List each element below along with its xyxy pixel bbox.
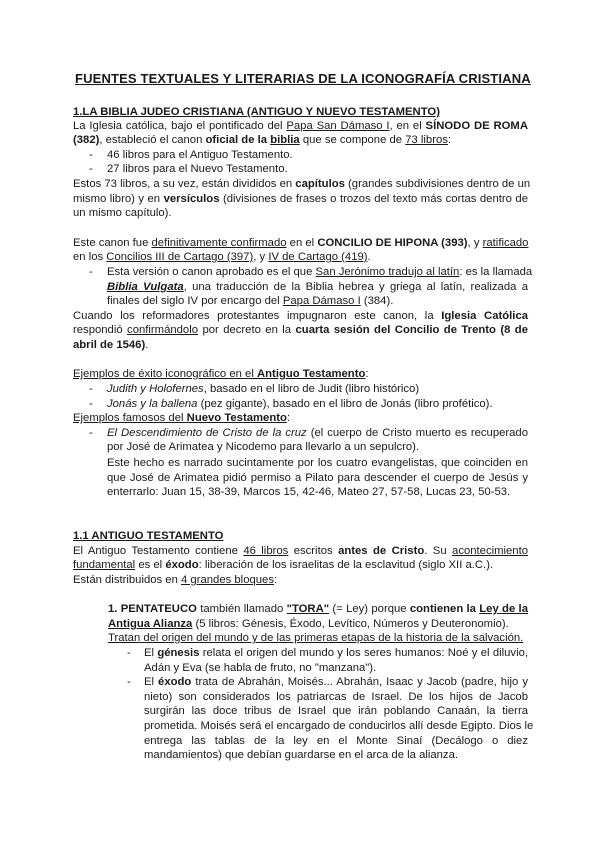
list-dash: - xyxy=(89,398,93,410)
list-item: Jonás y la ballena (pez gigante), basado en el libro de Jonás (libro profético). xyxy=(107,398,493,410)
paragraph-trento-line3: abril de 1546). xyxy=(73,339,149,351)
ejemplos-nt-heading: Ejemplos famosos del Nuevo Testamento: xyxy=(73,412,291,424)
ejemplos-at-heading: Ejemplos de éxito iconográfico en el Antiguo Testamento: xyxy=(73,368,369,380)
paragraph-canon-line1: La Iglesia católica, bajo el pontificado del Papa San Dámaso I, en el SÍNODO DE ROMA xyxy=(73,120,528,132)
paragraph-hipona-line1: Este canon fue definitivamente confirmado en el CONCILIO DE HIPONA (393), y ratificado xyxy=(73,237,529,249)
list-dash: - xyxy=(89,383,93,395)
list-dash: - xyxy=(127,676,131,688)
exodo-line4: prometida. Moisés será el encargado de conducirlos allí desde Egipto. Dios le xyxy=(144,720,534,732)
pentateuco-line1: 1. PENTATEUCO también llamado "TORA" (= Ley) porque contienen la Ley de la xyxy=(108,603,528,615)
pentateuco-line2: Antigua Alianza (5 libros: Génesis, Éxodo, Levítico, Números y Deuteronomio). xyxy=(108,618,509,630)
list-dash: - xyxy=(89,266,93,278)
vulgata-line3: finales del siglo IV por encargo del Papa Dámaso I (384). xyxy=(107,295,394,307)
paragraph-hipona-line2: en los Concilios III de Cartago (397), y IV de Cartago (419). xyxy=(73,251,371,263)
paragraph-divisiones-line2: mismo libro) y en versículos (divisiones de frases o trozos del texto más cortas dentro de xyxy=(73,193,528,205)
paragraph-at-line2: fundamental es el éxodo: liberación de los israelitas de la esclavitud (siglo XII a.C.). xyxy=(73,559,494,571)
section-heading-antiguo-testamento: 1.1 ANTIGUO TESTAMENTO xyxy=(73,530,224,542)
pentateuco-line3: Tratan del origen del mundo y de las primeras etapas de la historia de la salvación. xyxy=(108,632,524,644)
list-dash: - xyxy=(89,149,93,161)
list-dash: - xyxy=(89,163,93,175)
exodo-line6: mandamientos) que debían guardarse en el arca de la alianza. xyxy=(144,749,459,761)
list-dash: - xyxy=(89,427,93,439)
list-item: 27 libros para el Nuevo Testamento. xyxy=(107,163,288,175)
genesis-line1: El génesis relata el origen del mundo y los seres humanos: Noé y el diluvio, xyxy=(144,647,528,659)
descendimiento-line2: por José de Arimatea y Nicodemo para llevarlo a un sepulcro). xyxy=(107,441,420,453)
paragraph-canon-line2: (382), estableció el canon oficial de la biblia que se compone de 73 libros: xyxy=(73,134,452,146)
paragraph-divisiones-line3: un mismo capítulo). xyxy=(73,207,172,219)
exodo-line5: entrega las tablas de la ley en el Monte Sinaí (Decálogo o diez xyxy=(144,735,528,747)
descendimiento-line4: que José de Arimatea pidió permiso a Pilato para descender el cuerpo de Jesús y xyxy=(107,472,528,484)
exodo-line3: surgirán las doce tribus de Israel que irán poblando Canaán, la tierra xyxy=(144,705,528,717)
paragraph-trento-line2: respondió confirmándolo por decreto en la cuarta sesión del Concilio de Trento (8 de xyxy=(73,324,528,336)
vulgata-line2: Biblia Vulgata, una traducción de la Biblia hebrea y griega al latín, realizada a xyxy=(107,281,528,293)
genesis-line2: Adán y Eva (se habla de fruto, no "manzana"). xyxy=(144,662,377,674)
paragraph-trento-line1: Cuando los reformadores protestantes impugnaron este canon, la Iglesia Católica xyxy=(73,310,529,322)
paragraph-at-line1: El Antiguo Testamento contiene 46 libros escritos antes de Cristo. Su acontecimiento xyxy=(73,545,529,557)
descendimiento-line1: El Descendimiento de Cristo de la cruz (el cuerpo de Cristo muerto es recuperado xyxy=(107,427,528,439)
descendimiento-line3: Este hecho es narrado sucintamente por los cuatro evangelistas, que coinciden en xyxy=(107,457,528,469)
exodo-line2: nieto) son considerados los patriarcas de Israel. De los hijos de Jacob xyxy=(144,691,528,703)
paragraph-at-line3: Están distribuidos en 4 grandes bloques: xyxy=(73,574,278,586)
section-heading-biblia: 1.LA BIBLIA JUDEO CRISTIANA (ANTIGUO Y NUEVO TESTAMENTO) xyxy=(73,106,440,118)
descendimiento-line5: enterrarlo: Juan 15, 38-39, Marcos 15, 42-46, Mateo 27, 57-58, Lucas 23, 50-53. xyxy=(107,486,511,498)
exodo-line1: El éxodo trata de Abrahán, Moisés... Abrahán, Isaac y Jacob (padre, hijo y xyxy=(144,676,528,688)
list-item: 46 libros para el Antiguo Testamento. xyxy=(107,149,293,161)
paragraph-divisiones-line1: Estos 73 libros, a su vez, están divididos en capítulos (grandes subdivisiones dentro de un xyxy=(73,178,531,190)
list-dash: - xyxy=(127,647,131,659)
list-item: Judith y Holofernes, basado en el libro de Judit (libro histórico) xyxy=(107,383,420,395)
page-title: FUENTES TEXTUALES Y LITERARIAS DE LA ICONOGRAFÍA CRISTIANA xyxy=(75,71,531,86)
vulgata-line1: Esta versión o canon aprobado es el que San Jerónimo tradujo al latín: es la llamada xyxy=(107,266,533,278)
